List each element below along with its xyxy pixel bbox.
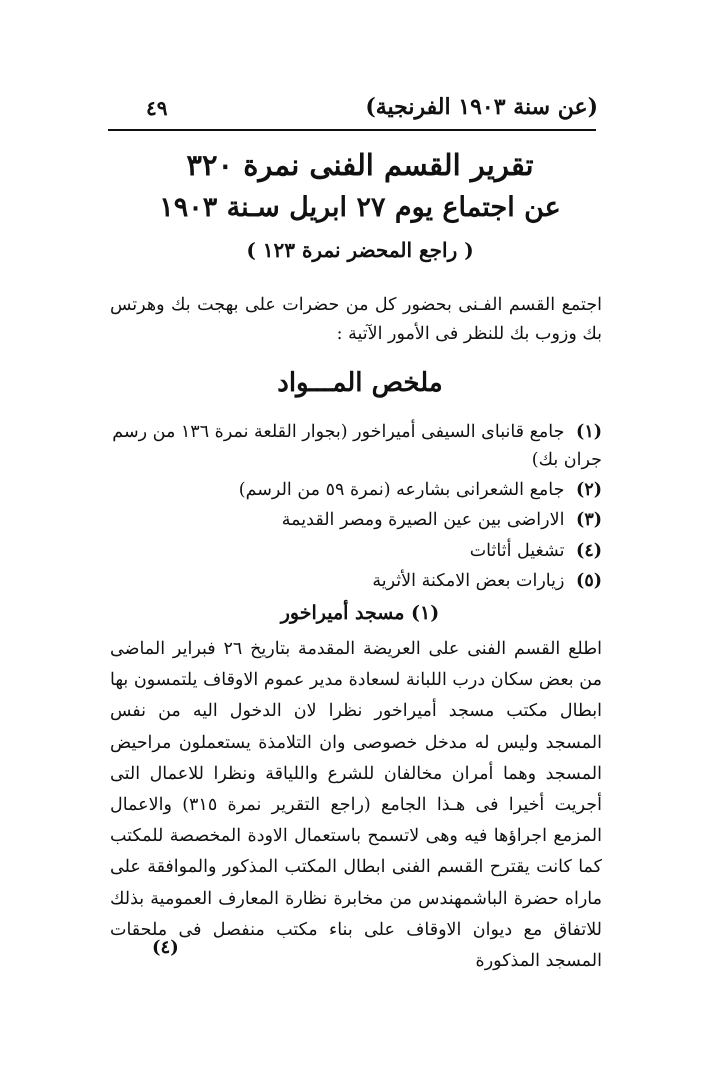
- body-paragraph: اطلع القسم الفنى على العريضة المقدمة بتاريخ ٢٦ فبراير الماضى من بعض سكان درب اللبانة لسعادة مدير عموم الاوقاف يلتمسون بها ابطال مكتب مسجد أميراخور نظرا لان الدخول اليه من نفس المسجد وليس له مدخل خصوصى وان التلامذة يستعملون مراحيض المسجد وهما أمران مخالفان للشرع واللياقة ونظرا للاعمال التى أجريت أخيرا فى هـذا الجامع (راجع التقرير نمرة ٣١٥) والاعمال المزمع اجراؤها فيه وهى لاتسمح باستعمال الاودة المخصصة للمكتب كما كانت يقترح القسم الفنى ابطال المكتب المذكور والموافقة على ماراه حضرة الباشمهندس من مخابرة نظارة المعارف العمومية بذلك للاتفاق مع ديوان الاوقاف على بناء مكتب منفصل فى ملحقات المسجد المذكورة: [110, 639, 603, 972]
- list-item: [110, 506, 602, 534]
- list-item-number: (١): [576, 422, 602, 442]
- list-item-number: (٢): [576, 480, 602, 500]
- list-item: [110, 567, 602, 595]
- list-item: [110, 418, 602, 474]
- list-item-text: تشغيل أثاثات: [469, 541, 565, 561]
- list-item-text: زيارات بعض الامكنة الأثرية: [372, 571, 565, 591]
- list-item-text: جامع الشعرانى بشارعه (نمرة ٥٩ من الرسم): [238, 480, 565, 500]
- list-item-number: (٤): [576, 541, 602, 561]
- running-head: (عن سنة ١٩٠٣ الفرنجية): [365, 94, 598, 120]
- minutes-reference: ( راجع المحضر نمرة ١٢٣ ): [246, 238, 474, 262]
- footer-signature: (٤): [152, 937, 179, 958]
- report-title: تقرير القسم الفنى نمرة ٣٢٠: [186, 148, 534, 182]
- intro-paragraph: اجتمع القسم الفـنى بحضور كل من حضرات على بهجت بك وهرتس بك وزوب بك للنظر فى الأمور الآتية :: [110, 295, 602, 344]
- meeting-date-title: عن اجتماع يوم ٢٧ ابريل سـنة ١٩٠٣: [159, 192, 561, 223]
- page-number: ٤٩: [146, 96, 168, 120]
- summary-title: ملخص المـــواد: [277, 368, 443, 398]
- list-item-number: (٣): [576, 510, 602, 530]
- list-item-text: الاراضى بين عين الصيرة ومصر القديمة: [281, 510, 565, 530]
- list-item: [110, 537, 602, 565]
- list-item-number: (٥): [576, 571, 602, 591]
- section-title: (١) مسجد أميراخور: [280, 602, 440, 624]
- header-rule: [108, 129, 596, 131]
- list-item: [110, 476, 602, 504]
- list-item-text: جامع قانباى السيفى أميراخور (بجوار القلعة نمرة ١٣٦ من رسم جران بك): [112, 422, 602, 470]
